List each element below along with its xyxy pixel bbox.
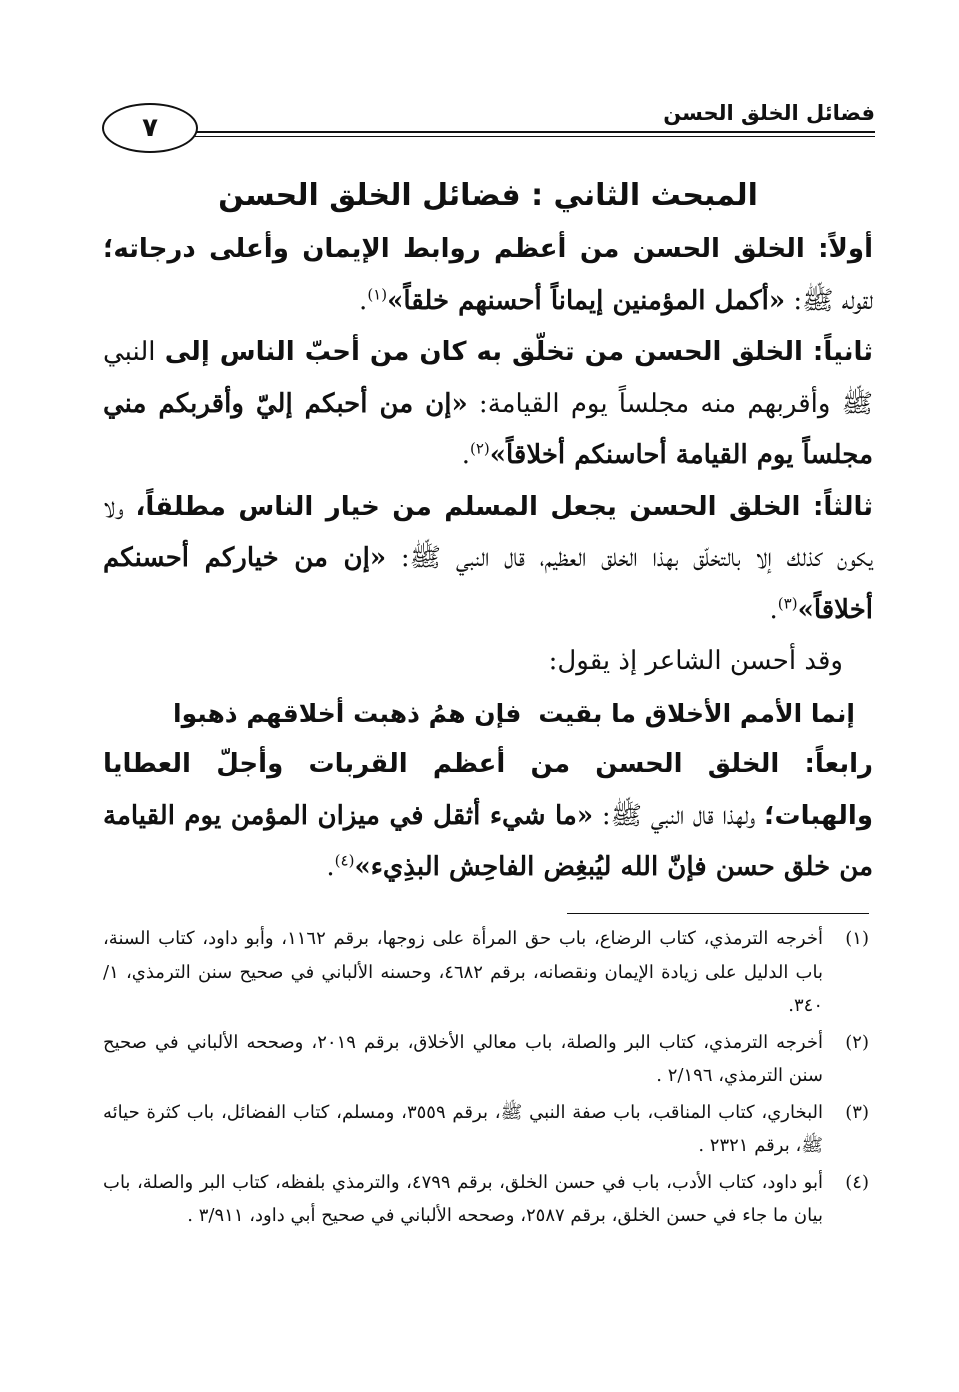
footnote-2-text: أخرجه الترمذي، كتاب البر والصلة، باب معالي الأخلاق، برقم ٢٠١٩، وصححه الألباني في صحيح سنن الترمذي، ٢/١٩٦ . bbox=[103, 1031, 823, 1086]
running-header-title: فضائل الخلق الحسن bbox=[663, 101, 875, 125]
footnote-1-marker: (١) bbox=[845, 928, 869, 949]
paragraph-1-lead: أولاً: الخلق الحسن من أعظم روابط الإيمان وأعلى درجاته؛ bbox=[103, 234, 873, 264]
paragraph-2-lead: ثانياً: الخلق الحسن من تخلّق به كان من أحبّ الناس إلى bbox=[164, 337, 873, 367]
footnote-ref-4[interactable]: (٤) bbox=[334, 851, 355, 870]
paragraph-4-text: ولهذا قال النبي ﷺ: bbox=[593, 800, 765, 831]
paragraph-3-lead: ثالثاً: الخلق الحسن يجعل المسلم من خيار الناس مطلقاً، bbox=[135, 491, 874, 522]
paragraph-2 bbox=[103, 327, 873, 482]
paragraph-4-lead: رابعاً: الخلق الحسن من أعظم القربات وأجلّ العطايا والهبات؛ bbox=[103, 749, 873, 831]
page-number bbox=[102, 103, 198, 153]
footnote-ref-2[interactable]: (٢) bbox=[469, 439, 490, 458]
header-rule bbox=[195, 131, 875, 133]
paragraph-3-quote: «إن من خياركم أحسنكم أخلاقاً» bbox=[103, 543, 873, 625]
footnote-ref-3[interactable]: (٣) bbox=[777, 593, 798, 612]
footnote-1-text: أخرجه الترمذي، كتاب الرضاع، باب حق المرأة على زوجها، برقم ١١٦٢، وأبو داود، كتاب السنة، باب الدليل على زيادة الإيمان ونقصانه، برقم ٤٦٨٢، وحسنه الألباني في صحيح سنن الترمذي، ١/ ٣٤٠. bbox=[103, 928, 823, 1016]
main-text bbox=[103, 172, 873, 894]
section-heading: المبحث الثاني : فضائل الخلق الحسن bbox=[218, 178, 758, 213]
poem-verse bbox=[103, 688, 873, 740]
footnote-3-marker: (٣) bbox=[845, 1101, 869, 1123]
paragraph-1-tail: . bbox=[359, 285, 368, 316]
footnote-2 bbox=[103, 1026, 873, 1093]
paragraph-3-tail: . bbox=[769, 594, 778, 625]
footnote-separator bbox=[567, 913, 869, 914]
paragraph-2-quote: «إن من أحبكم إليّ وأقربكم مني مجلساً يوم القيامة أحاسنكم أخلاقاً» bbox=[103, 388, 873, 470]
header-rule-thin bbox=[195, 136, 875, 137]
paragraph-4-tail: . bbox=[326, 852, 335, 882]
footnote-4-marker: (٤) bbox=[845, 1171, 869, 1193]
paragraph-2-text: النبي ﷺ وأقربهم منه مجلساً يوم القيامة: bbox=[103, 337, 874, 419]
paragraph-3 bbox=[103, 482, 873, 637]
footnote-4 bbox=[103, 1166, 873, 1233]
footnote-3 bbox=[103, 1096, 873, 1163]
paragraph-1-text: لقوله ﷺ: bbox=[785, 285, 873, 316]
poet-intro: وقد أحسن الشاعر إذ يقول: bbox=[548, 646, 843, 676]
running-header bbox=[100, 95, 875, 159]
paragraph-2-tail: . bbox=[461, 440, 470, 470]
paragraph-1 bbox=[103, 224, 873, 327]
paragraph-1-quote: «أكمل المؤمنين إيماناً أحسنهم خلقاً» bbox=[387, 285, 786, 316]
footnote-ref-1[interactable]: (١) bbox=[367, 284, 388, 303]
paragraph-3-text: ولا يكون كذلك إلا بالتخلّق بهذا الخلق العظيم، قال النبي ﷺ: bbox=[103, 491, 873, 573]
footnotes bbox=[103, 922, 873, 1236]
poem-second-hemistich: فإن همُ ذهبت أخلاقهم ذهبوا bbox=[173, 698, 522, 728]
page-number-text: ٧ bbox=[142, 113, 158, 143]
footnote-1 bbox=[103, 922, 873, 1023]
footnote-4-text: أبو داود، كتاب الأدب، باب في حسن الخلق، برقم ٤٧٩٩، والترمذي بلفظه، كتاب البر والصلة، باب بيان ما جاء في حسن الخلق، برقم ٢٥٨٧، وصححه الألباني في صحيح أبي داود، ٣/٩١١ . bbox=[103, 1171, 823, 1226]
paragraph-4 bbox=[103, 739, 873, 894]
footnote-3-text: البخاري، كتاب المناقب، باب صفة النبي ﷺ، برقم ٣٥٥٩، ومسلم، كتاب الفضائل، باب كثرة حيائه ﷺ، برقم ٢٣٢١ . bbox=[103, 1101, 823, 1156]
paragraph-4-quote: «ما شيء أثقل في ميزان المؤمن يوم القيامة من خلق حسن فإنّ الله ليُبغِض الفاحِش البذِيء» bbox=[103, 800, 873, 882]
footnote-2-marker: (٢) bbox=[845, 1031, 869, 1053]
poem-first-hemistich: إنما الأمم الأخلاق ما بقيت bbox=[538, 698, 855, 728]
